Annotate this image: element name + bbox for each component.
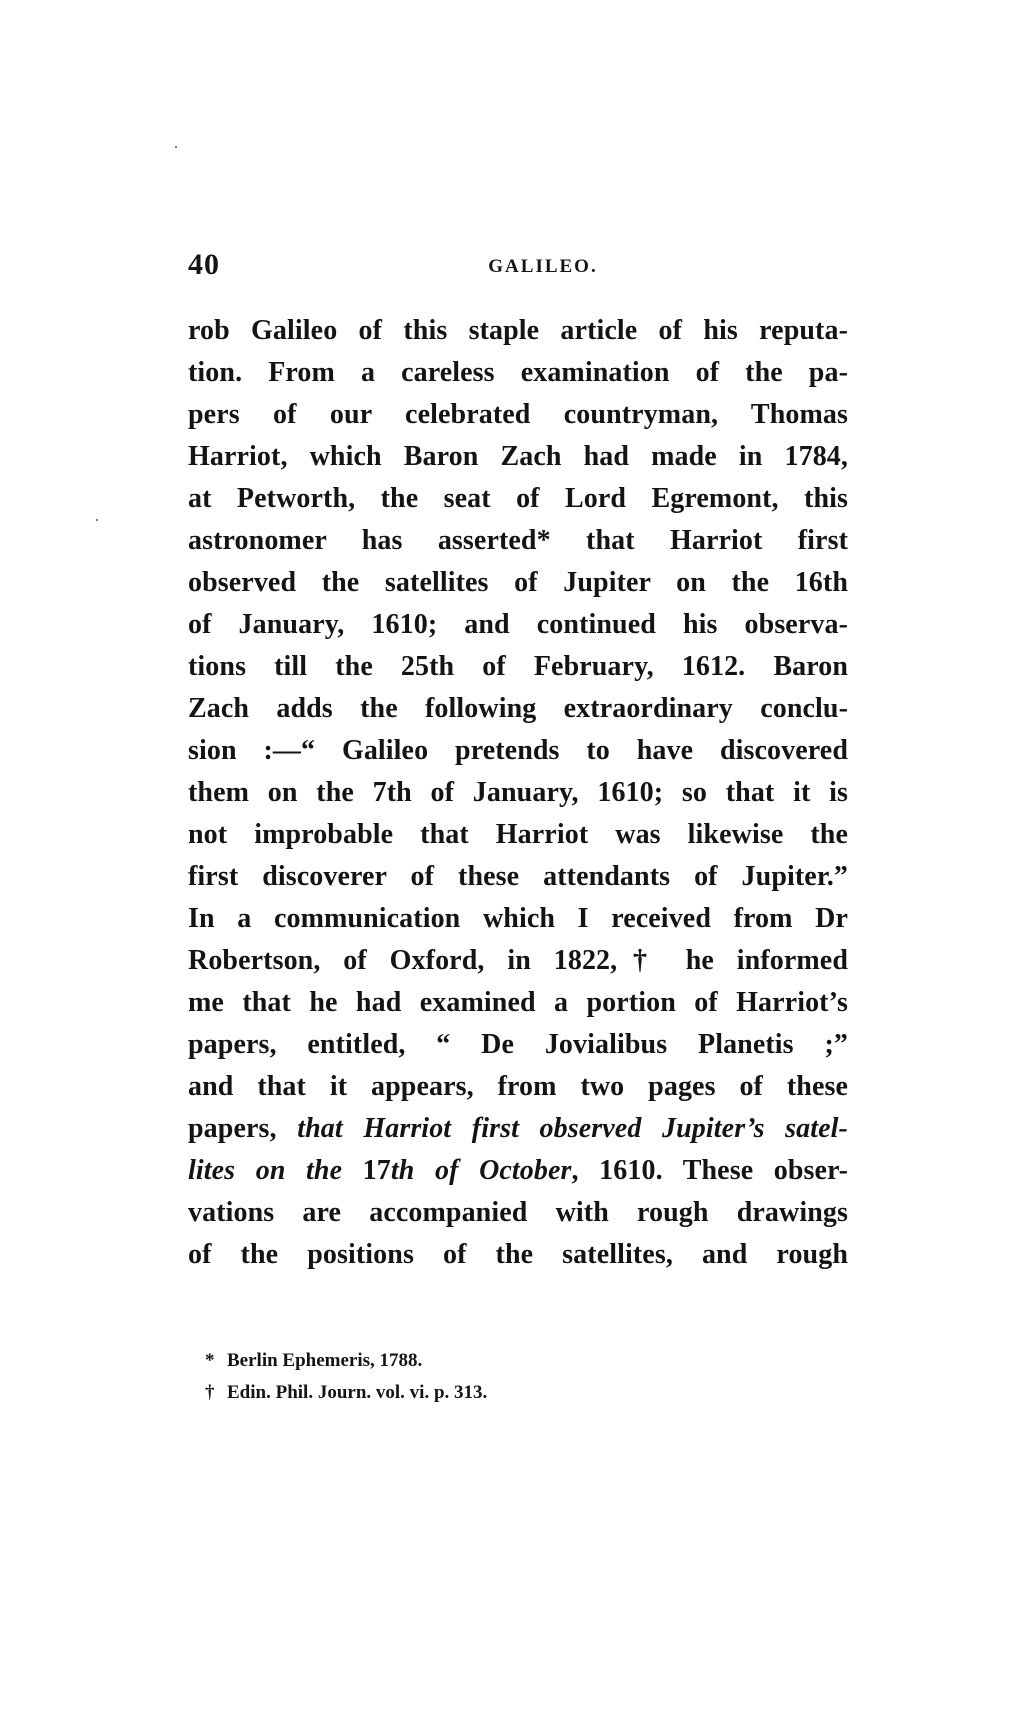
text-line: them on the 7th of January, 1610; so that it is: [188, 777, 848, 808]
text-line: papers, entitled, “ De Jovialibus Planetis ;”: [188, 1029, 848, 1060]
page-speck: [96, 519, 98, 521]
text-line: rob Galileo of this staple article of his reputa-: [188, 315, 848, 346]
line-segment: , 1610. These obser-: [571, 1155, 848, 1186]
footnote-text: Berlin Ephemeris, 1788.: [227, 1350, 423, 1371]
text-line: tion. From a careless examination of the pa-: [188, 357, 848, 388]
text-line: Harriot, which Baron Zach had made in 1784,: [188, 441, 848, 472]
page-number: 40: [188, 248, 220, 281]
running-title: GALILEO.: [488, 256, 598, 277]
italic-segment: that Harriot first observed Jupiter’s satel-: [297, 1113, 848, 1144]
footnote: [205, 1345, 805, 1377]
text-line: me that he had examined a portion of Harriot’s: [188, 987, 848, 1018]
text-line: at Petworth, the seat of Lord Egremont, this: [188, 483, 848, 514]
running-head: [188, 248, 848, 288]
page-speck: [175, 146, 177, 148]
footnotes: [205, 1345, 805, 1409]
text-line: and that it appears, from two pages of these: [188, 1071, 848, 1102]
footnote-mark: †: [205, 1382, 215, 1403]
text-line: In a communication which I received from Dr: [188, 903, 848, 934]
text-line: observed the satellites of Jupiter on the 16th: [188, 567, 848, 598]
text-line: Robertson, of Oxford, in 1822,† he informed: [188, 945, 848, 976]
text-line: tions till the 25th of February, 1612. Baron: [188, 651, 848, 682]
footnote-text: Edin. Phil. Journ. vol. vi. p. 313.: [227, 1382, 488, 1403]
line-segment: 17: [342, 1155, 391, 1186]
footnote: [205, 1377, 805, 1409]
text-line: astronomer has asserted* that Harriot first: [188, 525, 848, 556]
text-line-with-italics: [188, 1150, 848, 1192]
text-line: of the positions of the satellites, and rough: [188, 1239, 848, 1270]
text-line: Zach adds the following extraordinary conclu-: [188, 693, 848, 724]
text-line: not improbable that Harriot was likewise the: [188, 819, 848, 850]
text-line: vations are accompanied with rough drawings: [188, 1197, 848, 1228]
italic-segment: lites on the: [188, 1155, 343, 1186]
footnote-mark: *: [205, 1350, 215, 1371]
line-segment: papers,: [188, 1113, 298, 1144]
text-line: first discoverer of these attendants of Jupiter.”: [188, 861, 848, 892]
text-line-with-italics: [188, 1108, 848, 1150]
text-line: of January, 1610; and continued his observa-: [188, 609, 848, 640]
italic-segment: th of October: [390, 1155, 572, 1186]
text-line: sion :—“ Galileo pretends to have discovered: [188, 735, 848, 766]
text-line: pers of our celebrated countryman, Thomas: [188, 399, 848, 430]
body-text: [188, 310, 848, 1276]
